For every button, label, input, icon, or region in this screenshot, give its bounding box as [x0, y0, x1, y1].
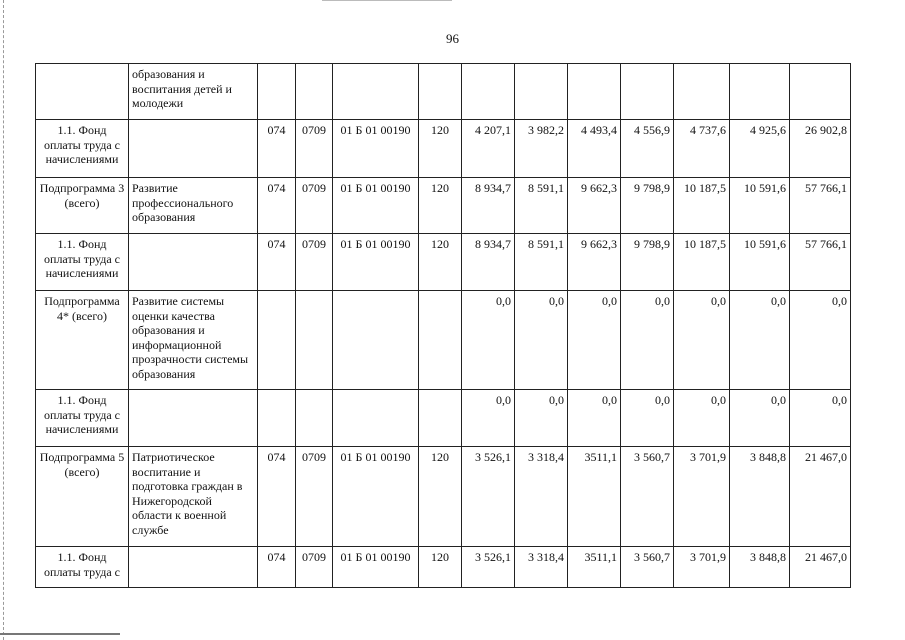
- row-name-cell: 1.1. Фонд оплаты труда с начислениями: [36, 234, 129, 291]
- year-value-cell: 0,0: [621, 291, 674, 390]
- table-row: [36, 547, 851, 588]
- year-value-cell: 10 591,6: [730, 178, 790, 234]
- year-value-cell: [621, 64, 674, 120]
- year-value-cell: 0,0: [462, 291, 515, 390]
- year-value-cell: [674, 64, 730, 120]
- year-value-cell: 4 493,4: [568, 120, 621, 178]
- expense-type-cell: 120: [419, 120, 462, 178]
- row-description-cell: Развитие профессионального образования: [129, 178, 258, 234]
- total-value-cell: [790, 64, 851, 120]
- year-value-cell: 0,0: [515, 291, 568, 390]
- page-number: 96: [446, 31, 459, 46]
- year-value-cell: 10 591,6: [730, 234, 790, 291]
- year-value-cell: 3 526,1: [462, 447, 515, 547]
- expense-type-cell: 120: [419, 178, 462, 234]
- ministry-code-cell: 074: [258, 234, 296, 291]
- section-code-cell: 0709: [296, 547, 333, 588]
- year-value-cell: 0,0: [568, 291, 621, 390]
- row-name-cell: 1.1. Фонд оплаты труда с: [36, 547, 129, 588]
- year-value-cell: 9 662,3: [568, 178, 621, 234]
- total-value-cell: 57 766,1: [790, 234, 851, 291]
- year-value-cell: 3 560,7: [621, 447, 674, 547]
- year-value-cell: [568, 64, 621, 120]
- year-value-cell: 8 591,1: [515, 234, 568, 291]
- year-value-cell: 3 701,9: [674, 447, 730, 547]
- expense-type-cell: 120: [419, 547, 462, 588]
- year-value-cell: [515, 64, 568, 120]
- ministry-code-cell: 074: [258, 547, 296, 588]
- year-value-cell: 0,0: [730, 291, 790, 390]
- expense-type-cell: [419, 64, 462, 120]
- scan-edge-left: [3, 0, 4, 640]
- year-value-cell: 10 187,5: [674, 234, 730, 291]
- ministry-code-cell: 074: [258, 447, 296, 547]
- year-value-cell: 10 187,5: [674, 178, 730, 234]
- total-value-cell: 57 766,1: [790, 178, 851, 234]
- year-value-cell: 0,0: [568, 390, 621, 447]
- table-row: [36, 64, 851, 120]
- target-code-cell: 01 Б 01 00190: [333, 447, 419, 547]
- table-row: [36, 291, 851, 390]
- section-code-cell: [296, 291, 333, 390]
- target-code-cell: [333, 390, 419, 447]
- year-value-cell: 3 560,7: [621, 547, 674, 588]
- table-row: [36, 234, 851, 291]
- row-description-cell: [129, 547, 258, 588]
- total-value-cell: 0,0: [790, 291, 851, 390]
- target-code-cell: 01 Б 01 00190: [333, 547, 419, 588]
- total-value-cell: 21 467,0: [790, 547, 851, 588]
- target-code-cell: [333, 64, 419, 120]
- year-value-cell: 3 318,4: [515, 547, 568, 588]
- year-value-cell: 4 556,9: [621, 120, 674, 178]
- year-value-cell: 3 701,9: [674, 547, 730, 588]
- table-body: [36, 64, 851, 588]
- year-value-cell: 3 848,8: [730, 447, 790, 547]
- row-description-cell: [129, 234, 258, 291]
- year-value-cell: 8 591,1: [515, 178, 568, 234]
- year-value-cell: 3 318,4: [515, 447, 568, 547]
- target-code-cell: 01 Б 01 00190: [333, 120, 419, 178]
- year-value-cell: 3 526,1: [462, 547, 515, 588]
- target-code-cell: [333, 291, 419, 390]
- row-description-cell: Развитие системы оценки качества образования и информационной прозрачности системы образования: [129, 291, 258, 390]
- table-row: [36, 447, 851, 547]
- row-name-cell: Подпрограмма 3 (всего): [36, 178, 129, 234]
- expense-type-cell: 120: [419, 234, 462, 291]
- year-value-cell: [730, 64, 790, 120]
- section-code-cell: 0709: [296, 178, 333, 234]
- row-name-cell: Подпрограмма 4* (всего): [36, 291, 129, 390]
- section-code-cell: 0709: [296, 447, 333, 547]
- row-description-cell: [129, 390, 258, 447]
- year-value-cell: 4 207,1: [462, 120, 515, 178]
- year-value-cell: 0,0: [515, 390, 568, 447]
- row-name-cell: [36, 64, 129, 120]
- year-value-cell: 4 925,6: [730, 120, 790, 178]
- section-code-cell: 0709: [296, 234, 333, 291]
- ministry-code-cell: [258, 64, 296, 120]
- year-value-cell: 0,0: [730, 390, 790, 447]
- year-value-cell: [462, 64, 515, 120]
- table-row: [36, 178, 851, 234]
- total-value-cell: 26 902,8: [790, 120, 851, 178]
- ministry-code-cell: [258, 291, 296, 390]
- year-value-cell: 3 848,8: [730, 547, 790, 588]
- ministry-code-cell: 074: [258, 178, 296, 234]
- expense-type-cell: [419, 390, 462, 447]
- row-name-cell: 1.1. Фонд оплаты труда с начислениями: [36, 120, 129, 178]
- row-name-cell: 1.1. Фонд оплаты труда с начислениями: [36, 390, 129, 447]
- year-value-cell: 0,0: [462, 390, 515, 447]
- target-code-cell: 01 Б 01 00190: [333, 178, 419, 234]
- year-value-cell: 3511,1: [568, 447, 621, 547]
- row-name-cell: Подпрограмма 5 (всего): [36, 447, 129, 547]
- table-row: [36, 390, 851, 447]
- section-code-cell: [296, 64, 333, 120]
- year-value-cell: 4 737,6: [674, 120, 730, 178]
- year-value-cell: 9 662,3: [568, 234, 621, 291]
- row-description-cell: образования и воспитания детей и молодежи: [129, 64, 258, 120]
- ministry-code-cell: 074: [258, 120, 296, 178]
- scan-edge-bottom: [0, 633, 120, 635]
- year-value-cell: 3511,1: [568, 547, 621, 588]
- section-code-cell: [296, 390, 333, 447]
- year-value-cell: 9 798,9: [621, 234, 674, 291]
- year-value-cell: 3 982,2: [515, 120, 568, 178]
- target-code-cell: 01 Б 01 00190: [333, 234, 419, 291]
- expense-type-cell: [419, 291, 462, 390]
- total-value-cell: 21 467,0: [790, 447, 851, 547]
- section-code-cell: 0709: [296, 120, 333, 178]
- scan-mark-top: [322, 0, 452, 1]
- ministry-code-cell: [258, 390, 296, 447]
- year-value-cell: 0,0: [674, 291, 730, 390]
- row-description-cell: Патриотическое воспитание и подготовка граждан в Нижегородской области к военной службе: [129, 447, 258, 547]
- budget-table: [35, 63, 851, 588]
- year-value-cell: 9 798,9: [621, 178, 674, 234]
- total-value-cell: 0,0: [790, 390, 851, 447]
- table-row: [36, 120, 851, 178]
- row-description-cell: [129, 120, 258, 178]
- year-value-cell: 0,0: [674, 390, 730, 447]
- year-value-cell: 0,0: [621, 390, 674, 447]
- expense-type-cell: 120: [419, 447, 462, 547]
- year-value-cell: 8 934,7: [462, 234, 515, 291]
- year-value-cell: 8 934,7: [462, 178, 515, 234]
